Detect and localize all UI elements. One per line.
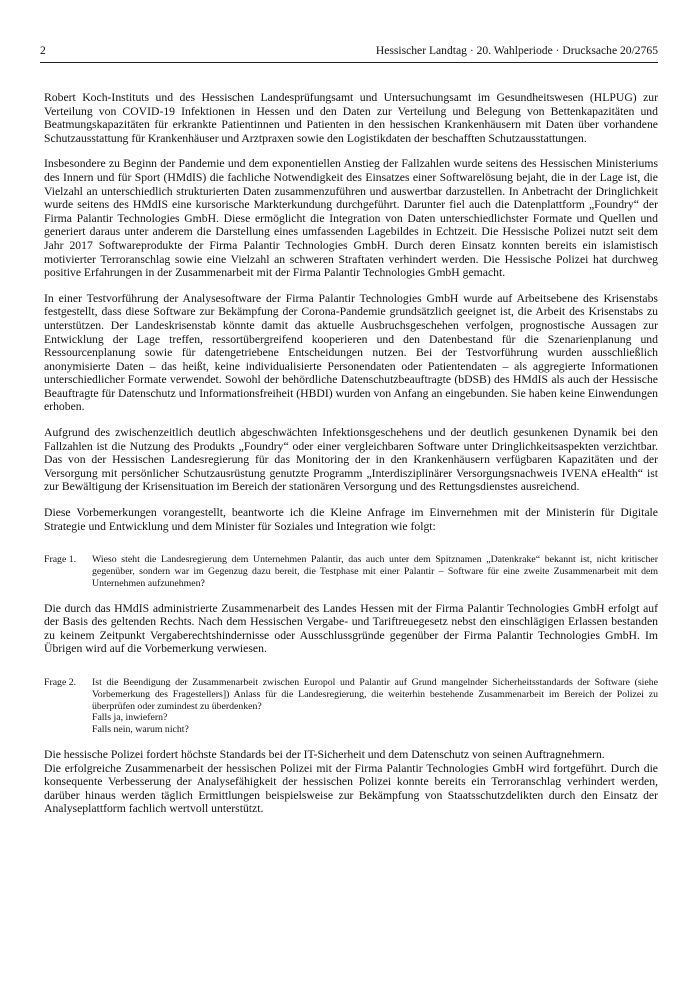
page-header [40, 44, 658, 58]
paragraph: Aufgrund des zwischenzeitlich deutlich abgeschwächten Infektionsgeschehens und der deutlich gesunkenen Dynamik bei den Fallzahlen ist die Nutzung des Produkts „Foundry“ oder einer vergleichbaren Software unter Dringlichkeitsaspekten verzichtbar. Das von der Hessischen Landesregierung für das Monitoring der in den Krankenhäusern verfügbaren Kapazitäten und der Versorgung mit persönlicher Schutzausrüstung genutzte Programm „Interdisziplinärer Versorgungsnachweis IVENA eHealth“ ist zur Bewältigung der Krisensituation im Bereich der stationären Versorgung und des Rettungsdienstes ausreichend. [44, 426, 658, 494]
page-number: 2 [40, 44, 46, 57]
paragraph: In einer Testvorführung der Analysesoftware der Firma Palantir Technologies GmbH wurde auf Arbeitsebene des Krisenstabs festgestellt, dass diese Software zur Bekämpfung der Corona-Pandemie grundsätzlich geeignet ist, die Arbeit des Krisenstabs zu unterstützen. Der Landeskrisenstab könnte damit das aktuelle Ausbruchsgeschehen verfolgen, prognostische Aussagen zur Entwicklung der Lage treffen, ressortübergreifend kooperieren und den Datenbestand für die Szenarienplanung und Ressourcenplanung sowie für datengetriebene Entscheidungen nutzen. Bei der Testvorführung wurden ausschließlich anonymisierte Daten – das heißt, keine individualisierte Personendaten oder Patientendaten – als aggregierte Informationen unterschiedlicher Formate verwendet. Sowohl der behördliche Datenschutzbeauftragte (bDSB) des HMdIS als auch der Hessische Beauftragte für Datenschutz und Informationsfreiheit (HBDI) wurden von Anfang an eingebunden. Sie haben keine Einwendungen erhoben. [44, 291, 658, 414]
question-subline: Falls nein, warum nicht? [92, 724, 189, 736]
answer-paragraph: Die hessische Polizei fordert höchste Standards bei der IT-Sicherheit und dem Datenschutz von seinen Auftragnehmern. [44, 747, 605, 761]
publication-info: Hessischer Landtag · 20. Wahlperiode · Drucksache 20/2765 [375, 44, 658, 57]
question-label: Frage 1. [44, 554, 77, 566]
answer-paragraph: Die durch das HMdIS administrierte Zusammenarbeit des Landes Hessen mit der Firma Palantir Technologies GmbH erfolgt auf der Basis des geltenden Rechts. Nach dem Hessischen Vergabe- und Tariftreuegesetz nebst den einschlägigen Erlassen bestanden zu keinem Zeitpunkt Vergaberechtshindernisse oder Ausschlussgründe gegenüber der Firma Palantir Technologies GmbH. Im Übrigen wird auf die Vorbemerkung verwiesen. [44, 601, 658, 656]
question-1 [44, 554, 658, 589]
question-subline: Falls ja, inwiefern? [92, 712, 168, 724]
question-text [92, 677, 658, 736]
paragraph: Robert Koch-Instituts und des Hessischen Landesprüfungsamt und Untersuchungsamt im Gesundheitswesen (HLPUG) zur Verteilung von COVID-19 Infektionen in Hessen und den Daten zur Verteilung und Belegung von Bettenkapazitäten und Beatmungskapazitäten für erkrankte Patientinnen und Patienten in den hessischen Krankenhäusern mit Daten über vorhandene Schutzausstattung für Krankenhäuser und Arztpraxen sowie den Logistikdaten der beschafften Schutzausstattungen. [44, 91, 658, 145]
question-2 [44, 677, 658, 736]
answer-1 [44, 602, 658, 656]
paragraph: Insbesondere zu Beginn der Pandemie und dem exponentiellen Anstieg der Fallzahlen wurde seitens des Hessischen Ministeriums des Innern und für Sport (HMdIS) die fachliche Notwendigkeit des Einsatzes einer Softwarelösung bejaht, die in der Lage ist, die Vielzahl an unterschiedlich strukturierten Daten zusammenzuführen und auswertbar darzustellen. In Anbetracht der Dringlichkeit wurde seitens des HMdIS eine kursorische Markterkundung durchgeführt. Darunter fiel auch die Datenplattform „Foundry“ der Firma Palantir Technologies GmbH. Diese ermöglicht die Integration von Daten unterschiedlichster Formate und Quellen und generiert daraus unter anderem die Darstellung eines umfassenden Lagebildes in Echtzeit. Die Hessische Polizei nutzt seit dem Jahr 2017 Softwareprodukte der Firma Palantir Technologies GmbH. Durch deren Einsatz konnten bereits ein islamistisch motivierter Terroranschlag sowie eine Vielzahl an schweren Straftaten verhindert werden. Die Hessische Polizei hat durchweg positive Erfahrungen in der Zusammenarbeit mit der Firma Palantir Technologies GmbH gemacht. [44, 157, 658, 280]
question-label: Frage 2. [44, 676, 77, 688]
question-body: Ist die Beendigung der Zusammenarbeit zwischen Europol und Palantir auf Grund mangelnder Sicherheitsstandards der Software (siehe Vorbemerkung des Fragestellers]) Anlass für die Landesregierung, die weiterhin bestehende Zusammenarbeit im Bereich der Polizei zu überprüfen oder zumindest zu überdenken? [92, 676, 658, 712]
answer-2 [44, 748, 658, 816]
paragraph: Diese Vorbemerkungen vorangestellt, beantworte ich die Kleine Anfrage im Einvernehmen mit der Ministerin für Digitale Strategie und Entwicklung und dem Minister für Soziales und Integration wie folgt: [44, 506, 658, 533]
question-text: Wieso steht die Landesregierung dem Unternehmen Palantir, das auch unter dem Spitznamen „Datenkrake“ bekannt ist, nicht kritischer gegenüber, sondern war im Gegenzug dazu bereit, die Testphase mit einer Palantir – Software für eine zweite Zusammenarbeit mit dem Unternehmen aufzunehmen? [92, 554, 658, 589]
header-rule [40, 62, 658, 63]
document-body [44, 91, 658, 816]
answer-paragraph: Die erfolgreiche Zusammenarbeit der hessischen Polizei mit der Firma Palantir Technologies GmbH wird fortgeführt. Durch die konsequente Verbesserung der Analysefähigkeit der hessischen Polizei konnte bereits ein Terroranschlag verhindert werden, darüber hinaus werden täglich Ermittlungen beispielsweise zur Bekämpfung von Staatsschutzdelikten durch den Einsatz der Analyseplattform fachlich wertvoll unterstützt. [44, 761, 658, 816]
